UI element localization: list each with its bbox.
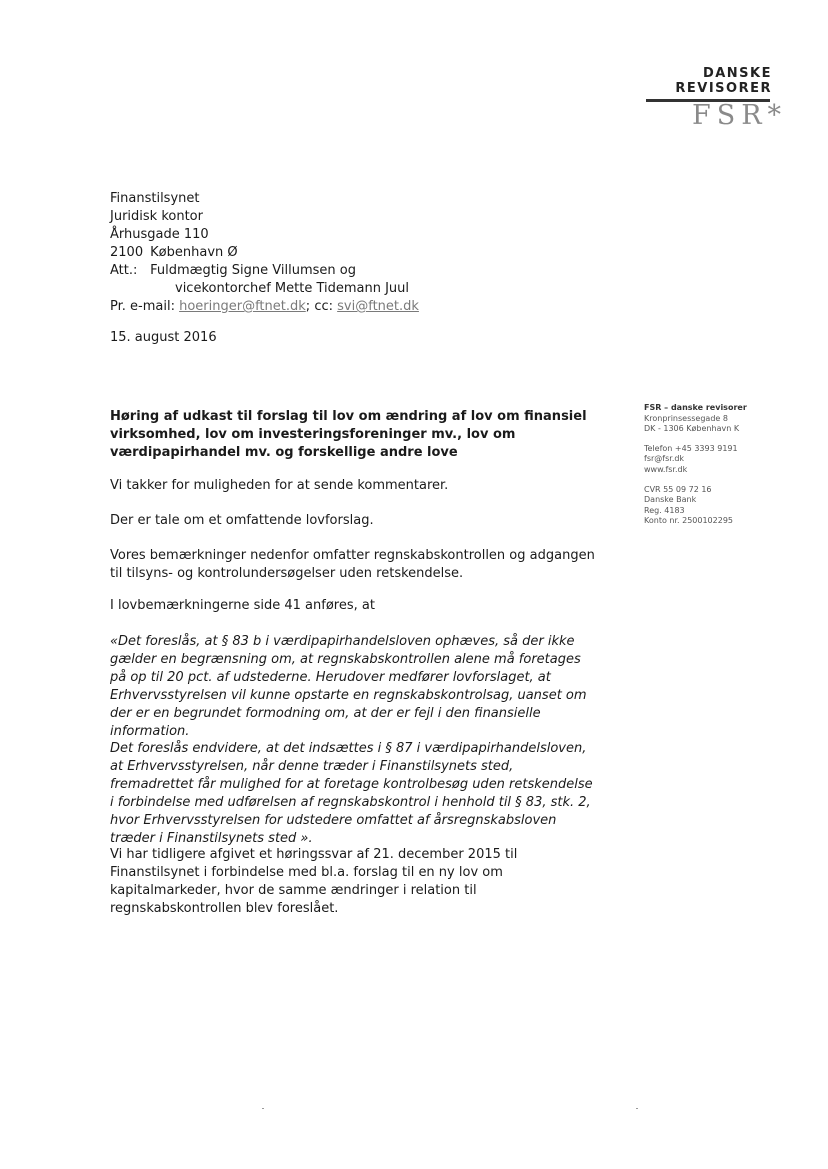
sender-city: DK - 1306 København K xyxy=(644,424,740,434)
sender-street: Kronprinsessegade 8 xyxy=(644,413,728,423)
sender-reg: Reg. 4183 xyxy=(644,505,685,515)
recipient-name: Finanstilsynet xyxy=(110,191,200,206)
sender-info-sidebar xyxy=(644,403,764,527)
cc-label: cc: xyxy=(314,299,333,314)
letter-date: 15. august 2016 xyxy=(110,330,217,345)
paragraph-3: Vores bemærkninger nedenfor omfatter regnskabskontrollen og adgangen til tilsyns- og kontrolundersøgelser uden retskendelse. xyxy=(110,548,595,581)
sender-email: fsr@fsr.dk xyxy=(644,454,685,464)
recipient-city: København Ø xyxy=(150,245,238,260)
email-line xyxy=(110,298,419,316)
recipient-postcode: 2100 xyxy=(110,245,144,260)
email-label: Pr. e-mail: xyxy=(110,299,175,314)
fsr-logo-mark: FSR* xyxy=(692,100,788,131)
recipient-address xyxy=(110,190,419,316)
attention-label: Att.: xyxy=(110,263,138,278)
email-link-primary[interactable]: hoeringer@ftnet.dk xyxy=(179,299,306,314)
paragraph-1: Vi takker for muligheden for at sende kommentarer. xyxy=(110,478,449,493)
logo-wordmark xyxy=(612,66,772,96)
attention-line xyxy=(110,262,419,280)
quote-paragraph-2: Det foreslås endvidere, at det indsættes i § 87 i værdipapirhandelsloven, at Erhvervsstyrelsen, når denne træder i Finanstilsynets sted, fremadrettet får mulighed for at foretage kontrolbesøg uden retskendelse i forbindelse med udførelsen af regnskabskontrol i henhold til § 83, stk. 2, hvor Erhvervsstyrelsen for udstedere omfattet af årsregnskabsloven træder i Finanstilsynets sted ». xyxy=(110,741,593,846)
quote-paragraph-1: «Det foreslås, at § 83 b i værdipapirhandelsloven ophæves, så der ikke gælder en begrænsning om, at regnskabskontrollen alene må foretages på op til 20 pct. af udstederne. Herudover medfører lovforslaget, at Erhvervsstyrelsen vil kunne opstarte en regnskabskontrolsag, uanset om der er en begrundet formodning om, at der er fejl i den finansielle information. xyxy=(110,634,587,739)
letter-subject: Høring af udkast til forslag til lov om ændring af lov om finansiel virksomhed, lov om investeringsforeninger mv., lov om værdipapirhandel mv. og forskellige andre love xyxy=(110,409,587,460)
recipient-department: Juridisk kontor xyxy=(110,209,203,224)
recipient-city-line xyxy=(110,244,419,262)
paragraph-2: Der er tale om et omfattende lovforslag. xyxy=(110,513,374,528)
email-separator: ; xyxy=(305,299,311,314)
logo-line-1: DANSKE xyxy=(702,66,772,81)
attention-name-2: vicekontorchef Mette Tidemann Juul xyxy=(175,281,410,296)
paragraph-5: Vi har tidligere afgivet et høringssvar af 21. december 2015 til Finanstilsynet i forbindelse med bl.a. forslag til en ny lov om kapitalmarkeder, hvor de samme ændringer i relation til regnskabskontrollen blev foreslået. xyxy=(110,847,518,916)
attention-name-1: Fuldmægtig Signe Villumsen og xyxy=(150,263,356,278)
sender-phone: Telefon +45 3393 9191 xyxy=(644,443,738,453)
logo-line-2: REVISORER xyxy=(675,81,772,96)
sender-web: www.fsr.dk xyxy=(644,464,688,474)
scan-artifact xyxy=(262,1108,264,1109)
email-link-cc[interactable]: svi@ftnet.dk xyxy=(337,299,419,314)
recipient-street: Århusgade 110 xyxy=(110,227,209,242)
paragraph-4: I lovbemærkningerne side 41 anføres, at xyxy=(110,598,375,613)
sender-org: FSR – danske revisorer xyxy=(644,403,747,412)
scan-artifact xyxy=(636,1108,638,1109)
sender-bank: Danske Bank xyxy=(644,495,697,505)
sender-cvr: CVR 55 09 72 16 xyxy=(644,484,712,494)
sender-account: Konto nr. 2500102295 xyxy=(644,516,733,526)
